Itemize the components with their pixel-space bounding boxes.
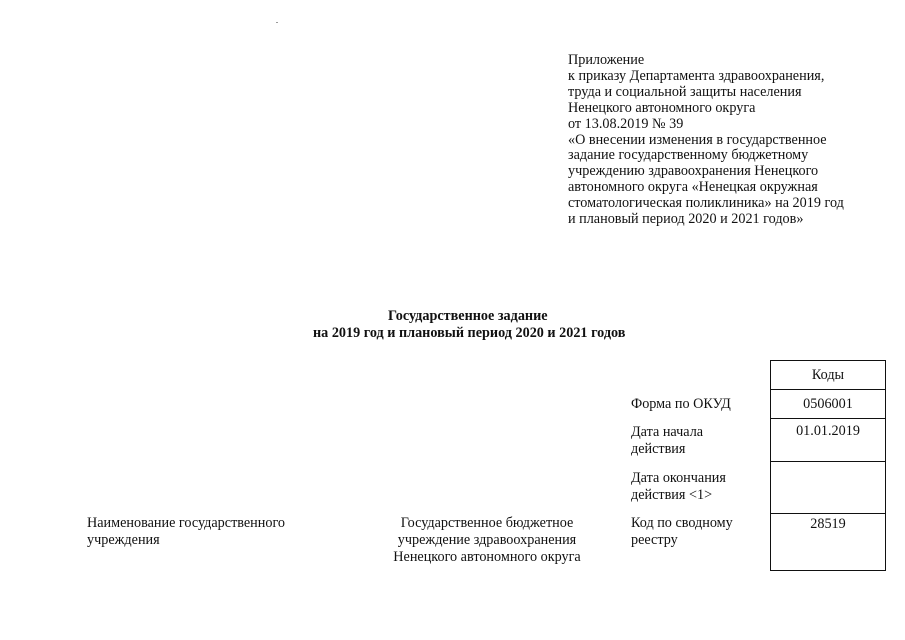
end-date-label-line-2: действия <1> — [631, 487, 713, 503]
registry-code-label — [631, 515, 733, 549]
appendix-line: Ненецкого автономного округа — [568, 99, 756, 116]
scan-artifact — [276, 22, 278, 23]
codes-header: Коды — [771, 361, 885, 390]
appendix-line: труда и социальной защиты населения — [568, 83, 802, 100]
institution-value-line-2: учреждение здравоохранения — [397, 532, 577, 548]
institution-value-line-1: Государственное бюджетное — [400, 515, 574, 531]
start-date-cell: 01.01.2019 — [771, 419, 885, 462]
end-date-cell — [771, 462, 885, 514]
appendix-line: «О внесении изменения в государственное — [568, 131, 827, 148]
appendix-line: от 13.08.2019 № 39 — [568, 115, 684, 132]
registry-code-label-line-2: реестру — [631, 532, 678, 548]
title-line-2: на 2019 год и плановый период 2020 и 2021 годов — [313, 325, 626, 341]
institution-label-line-1: Наименование государственного — [87, 515, 286, 531]
okud-code-cell: 0506001 — [771, 390, 885, 419]
institution-label-line-2: учреждения — [87, 532, 160, 548]
end-date-label-line-1: Дата окончания — [631, 470, 726, 486]
appendix-line: автономного округа «Ненецкая окружная — [568, 179, 818, 196]
appendix-line: стоматологическая поликлиника» на 2019 год — [568, 195, 844, 212]
end-date-label — [631, 470, 726, 504]
registry-code-cell: 28519 — [810, 516, 846, 532]
start-date-label-line-2: действия — [631, 441, 686, 457]
codes-table — [770, 360, 886, 571]
start-date-label — [631, 424, 703, 458]
appendix-line: задание государственному бюджетному — [568, 147, 809, 164]
appendix-header — [568, 53, 888, 228]
title-line-1: Государственное задание — [388, 308, 548, 324]
appendix-line: и плановый период 2020 и 2021 годов» — [568, 211, 804, 228]
institution-name-value — [372, 515, 602, 566]
appendix-line: учреждению здравоохранения Ненецкого — [568, 163, 819, 180]
institution-value-line-3: Ненецкого автономного округа — [393, 549, 581, 565]
appendix-line: Приложение — [568, 52, 645, 68]
appendix-line: к приказу Департамента здравоохранения, — [568, 67, 825, 84]
institution-name-label — [87, 515, 285, 549]
okud-label: Форма по ОКУД — [631, 396, 731, 412]
registry-code-label-line-1: Код по сводному — [631, 515, 733, 531]
start-date-label-line-1: Дата начала — [631, 424, 704, 440]
